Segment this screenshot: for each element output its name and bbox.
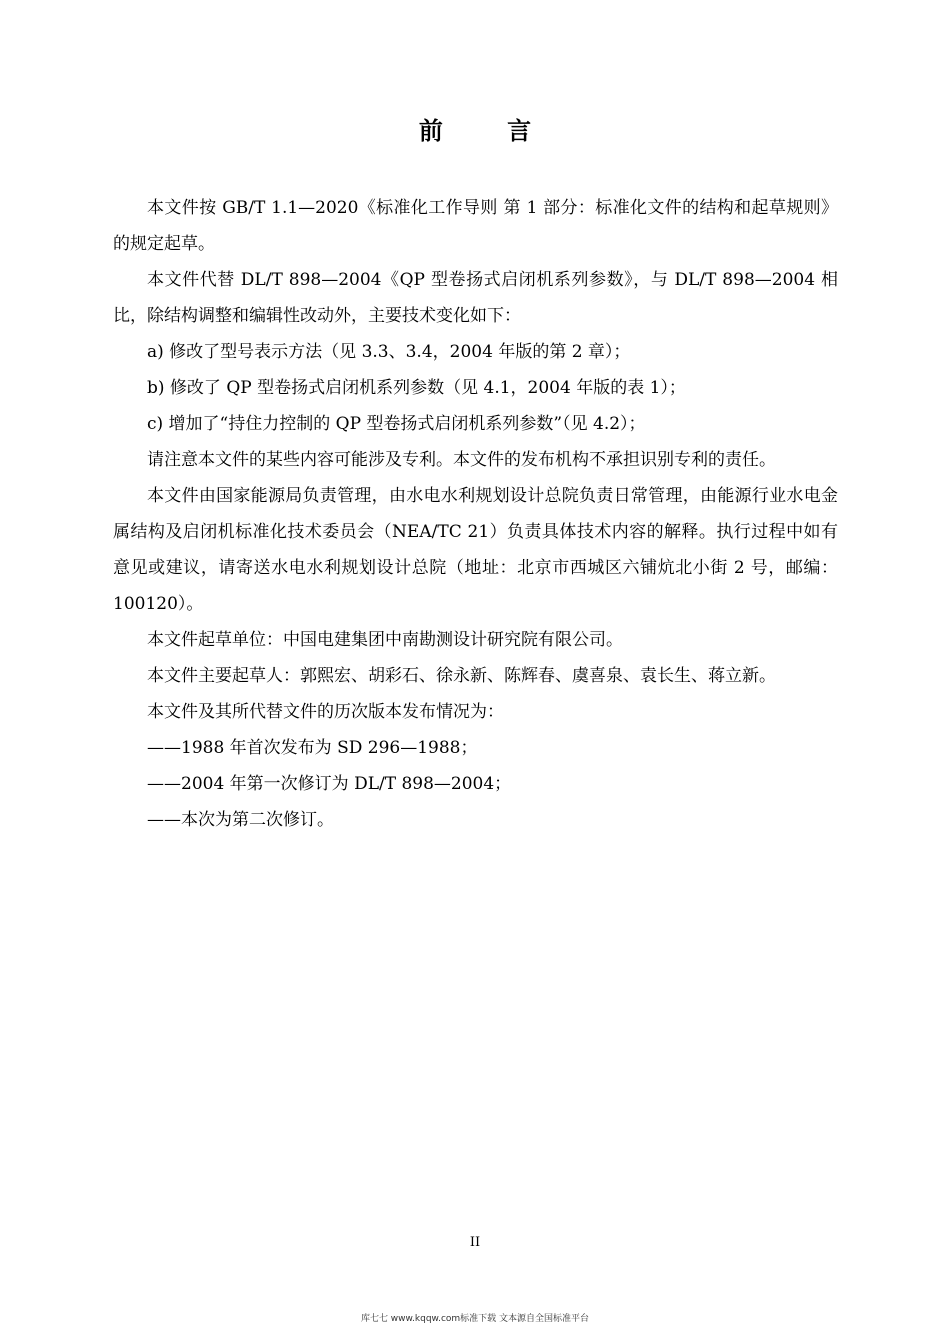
list-item-change-b: b) 修改了 QP 型卷扬式启闭机系列参数（见 4.1，2004 年版的表 1）； bbox=[147, 378, 686, 398]
history-item-2004: ——2004 年第一次修订为 DL/T 898—2004； bbox=[147, 774, 512, 794]
list-item-change-a: a) 修改了型号表示方法（见 3.3、3.4，2004 年版的第 2 章）； bbox=[147, 342, 631, 362]
paragraph-drafters: 本文件主要起草人：郭熙宏、胡彩石、徐永新、陈辉春、虞喜泉、袁长生、蒋立新。 bbox=[147, 666, 776, 686]
footer-watermark: 库七七 www.kqqw.com标准下载 文本源自全国标准平台 bbox=[360, 1314, 590, 1324]
paragraph-version-history-intro: 本文件及其所代替文件的历次版本发布情况为： bbox=[147, 702, 504, 722]
page-number: II bbox=[469, 1235, 481, 1250]
paragraph-management: 本文件由国家能源局负责管理，由水电水利规划设计总院负责日常管理，由能源行业水电金属结构及启闭机标准化技术委员会（NEA/TC 21）负责具体技术内容的解释。执行过程中如有意见或建议，请寄送水电水利规划设计总院（地址：北京市西城区六铺炕北小街 2 号，邮编：100120）。 bbox=[113, 486, 838, 614]
history-item-1988: ——1988 年首次发布为 SD 296—1988； bbox=[147, 738, 478, 758]
paragraph-drafting-rules: 本文件按 GB/T 1.1—2020《标准化工作导则 第 1 部分：标准化文件的结构和起草规则》的规定起草。 bbox=[113, 198, 838, 254]
history-item-current: ——本次为第二次修订。 bbox=[147, 810, 334, 830]
paragraph-drafting-unit: 本文件起草单位：中国电建集团中南勘测设计研究院有限公司。 bbox=[147, 630, 623, 650]
list-item-change-c: c) 增加了“持住力控制的 QP 型卷扬式启闭机系列参数”（见 4.2）； bbox=[147, 414, 646, 434]
paragraph-replacement: 本文件代替 DL/T 898—2004《QP 型卷扬式启闭机系列参数》，与 DL/T 898—2004 相比，除结构调整和编辑性改动外，主要技术变化如下： bbox=[113, 270, 838, 326]
paragraph-patent-notice: 请注意本文件的某些内容可能涉及专利。本文件的发布机构不承担识别专利的责任。 bbox=[147, 450, 776, 470]
document-body bbox=[113, 190, 838, 838]
page-title: 前 言 bbox=[418, 117, 560, 145]
